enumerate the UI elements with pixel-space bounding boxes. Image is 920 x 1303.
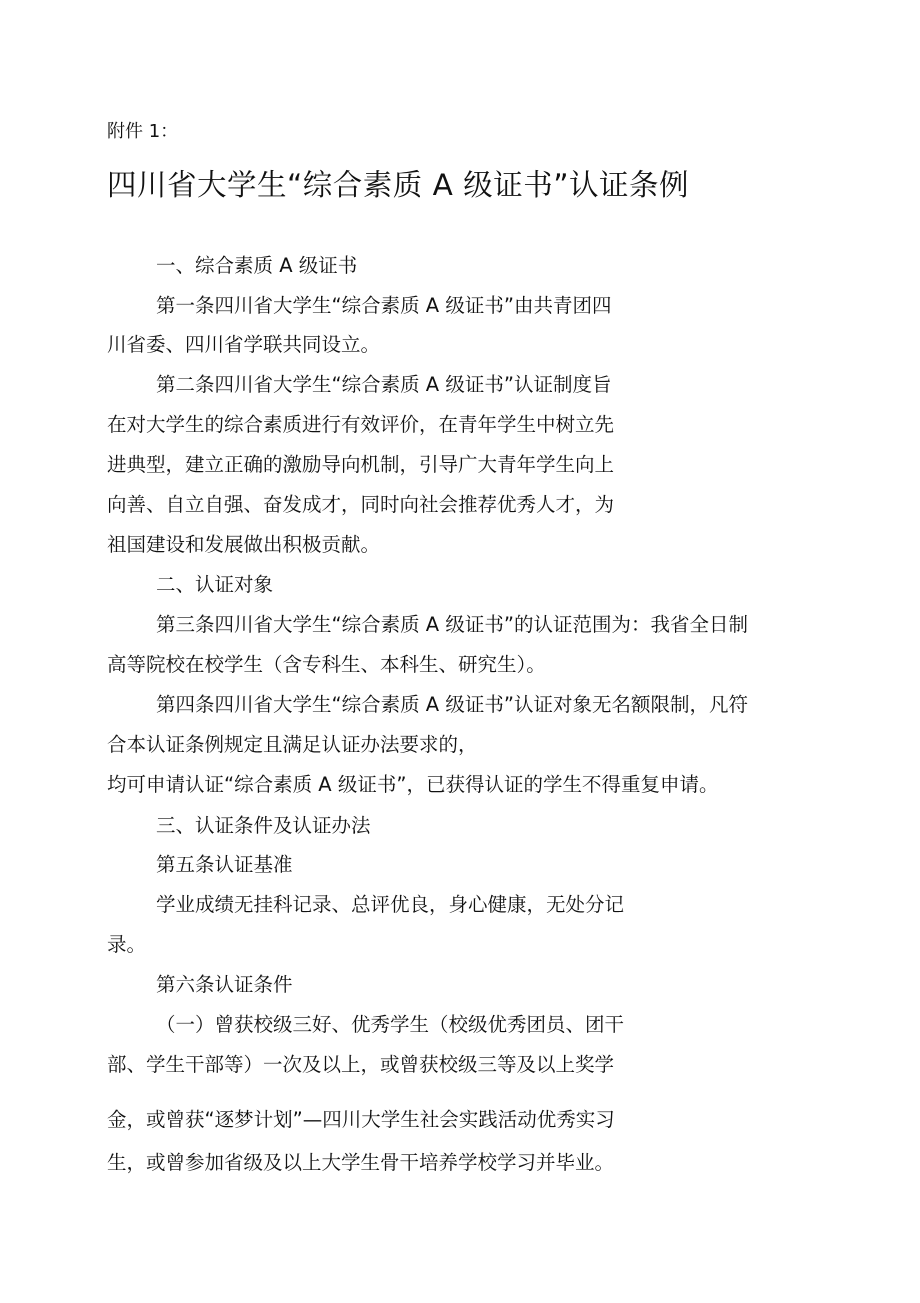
paragraph-line: （一）曾获校级三好、优秀学生（校级优秀团员、团干 bbox=[156, 1013, 625, 1036]
paragraph-line: 学业成绩无挂科记录、总评优良，身心健康，无处分记 bbox=[156, 893, 625, 916]
attachment-label: 附件 1： bbox=[107, 121, 179, 142]
paragraph-line: 录。 bbox=[107, 933, 147, 956]
paragraph-line: 高等院校在校学生（含专科生、本科生、研究生）。 bbox=[107, 653, 546, 676]
section-heading: 一、综合素质 A 级证书 bbox=[156, 254, 358, 277]
paragraph-line: 祖国建设和发展做出积极贡献。 bbox=[107, 533, 381, 556]
section-heading: 三、认证条件及认证办法 bbox=[156, 814, 371, 837]
paragraph-line: 均可申请认证“综合素质 A 级证书”，已获得认证的学生不得重复申请。 bbox=[107, 773, 719, 796]
paragraph-line: 在对大学生的综合素质进行有效评价，在青年学生中树立先 bbox=[107, 413, 615, 436]
paragraph-line: 第三条四川省大学生“综合素质 A 级证书”的认证范围为：我省全日制 bbox=[156, 613, 748, 636]
article-heading: 第五条认证基准 bbox=[156, 853, 293, 876]
section-heading: 二、认证对象 bbox=[156, 573, 274, 596]
paragraph-line: 第一条四川省大学生“综合素质 A 级证书”由共青团四 bbox=[156, 294, 612, 317]
paragraph-line: 部、学生干部等）一次及以上，或曾获校级三等及以上奖学 bbox=[107, 1053, 615, 1076]
document-title: 四川省大学生“综合素质 A 级证书”认证条例 bbox=[107, 168, 690, 202]
paragraph-line: 第四条四川省大学生“综合素质 A 级证书”认证对象无名额限制，凡符 bbox=[156, 693, 748, 716]
paragraph-line: 第二条四川省大学生“综合素质 A 级证书”认证制度旨 bbox=[156, 373, 612, 396]
paragraph-line: 川省委、四川省学联共同设立。 bbox=[107, 333, 381, 356]
paragraph-line: 金，或曾获“逐梦计划”—四川大学生社会实践活动优秀实习 bbox=[107, 1108, 615, 1131]
paragraph-line: 向善、自立自强、奋发成才，同时向社会推荐优秀人才，为 bbox=[107, 493, 615, 516]
paragraph-line: 合本认证条例规定且满足认证办法要求的， bbox=[107, 733, 478, 756]
paragraph-line: 生，或曾参加省级及以上大学生骨干培养学校学习并毕业。 bbox=[107, 1151, 615, 1174]
paragraph-line: 进典型，建立正确的激励导向机制，引导广大青年学生向上 bbox=[107, 453, 615, 476]
article-heading: 第六条认证条件 bbox=[156, 973, 293, 996]
